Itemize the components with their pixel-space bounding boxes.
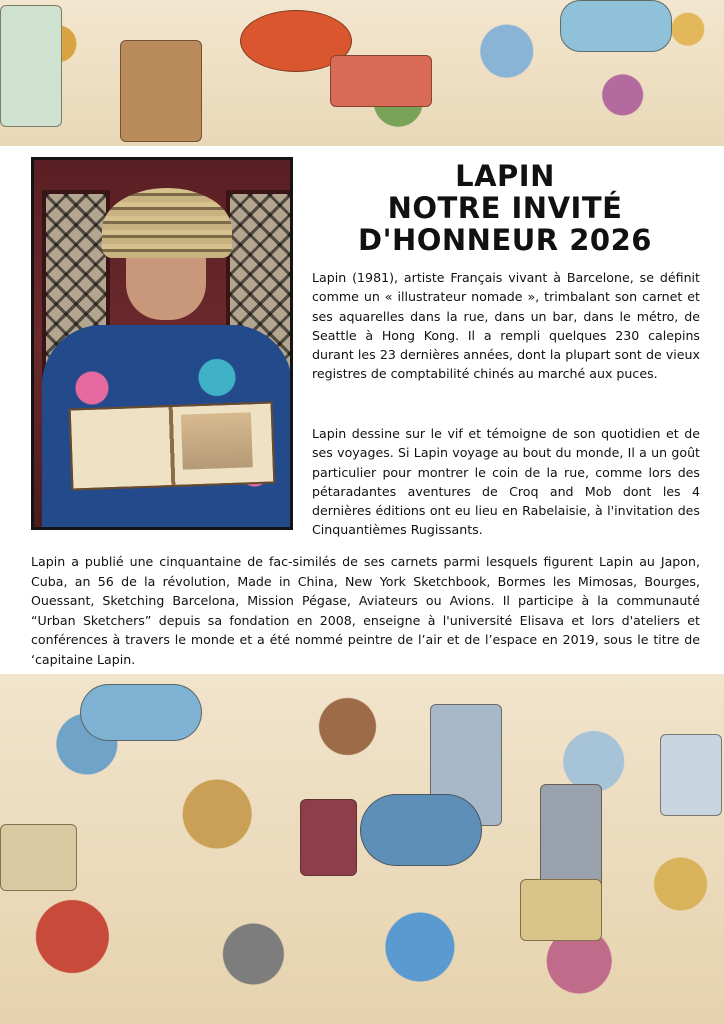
publications-paragraph: Lapin a publié une cinquantaine de fac-similés de ses carnets parmi lesquels figurent Lapin au Japon, Cuba, an 56 de la révolution, Made in China, New York Sketchbook, Bormes les Mimosas, Bourges, Ouessant, Sketching Barcelona, Mission Pégase, Aviateurs ou Avions. Il participe à la communauté “Urban Sketchers” depuis sa fondation en 2008, enseigne à l'université Elisava et lors d'ateliers et conférences à travers le monde et a été nommé peintre de l’air et de l’espace en 2019, sous le titre de ‘capitaine Lapin. — [31, 554, 700, 667]
car-drawing — [80, 684, 202, 741]
title-line-2: NOTRE INVITÉ — [387, 191, 623, 225]
dinosaur-drawing — [360, 794, 482, 866]
building-drawing — [120, 40, 202, 142]
bottom-collage-illustration — [0, 674, 724, 1024]
artist-photo — [31, 157, 293, 530]
sketchbook-drawing — [69, 401, 276, 490]
page-title — [330, 160, 680, 256]
intro-paragraph: Lapin (1981), artiste Français vivant à Barcelone, se définit comme un « illustrateur nomade », trimbalant son carnet et ses aquarelles dans la rue, dans un bar, dans le métro, de Seattle à Hong Kong. Il a rempli quelques 230 calepins durant les 23 dernières années, dont la plupart sont de vieux registres de comptabilité chinés au marché aux puces. — [312, 270, 700, 382]
title-line-3: D'HONNEUR 2026 — [358, 223, 652, 257]
passport-drawing — [300, 799, 357, 876]
red-car-drawing — [330, 55, 432, 107]
game-console-drawing — [0, 824, 77, 891]
artist-hat — [102, 188, 232, 258]
car-drawing — [560, 0, 672, 52]
portrait-drawing — [0, 5, 62, 127]
camera-drawing — [520, 879, 602, 941]
truck-drawing — [660, 734, 722, 816]
travel-paragraph: Lapin dessine sur le vif et témoigne de son quotidien et de ses voyages. Si Lapin voyage au bout du monde, Il a un goût particulier pour montrer le coin de la rue, comme lors des pétaradantes aventures de Croq and Mob dont les 4 dernières éditions ont eu lieu en Rabelaisie, à l'invitation des Cinquantièmes Rugissants. — [312, 426, 700, 538]
title-line-1: LAPIN — [455, 159, 555, 193]
top-collage-illustration — [0, 0, 724, 146]
